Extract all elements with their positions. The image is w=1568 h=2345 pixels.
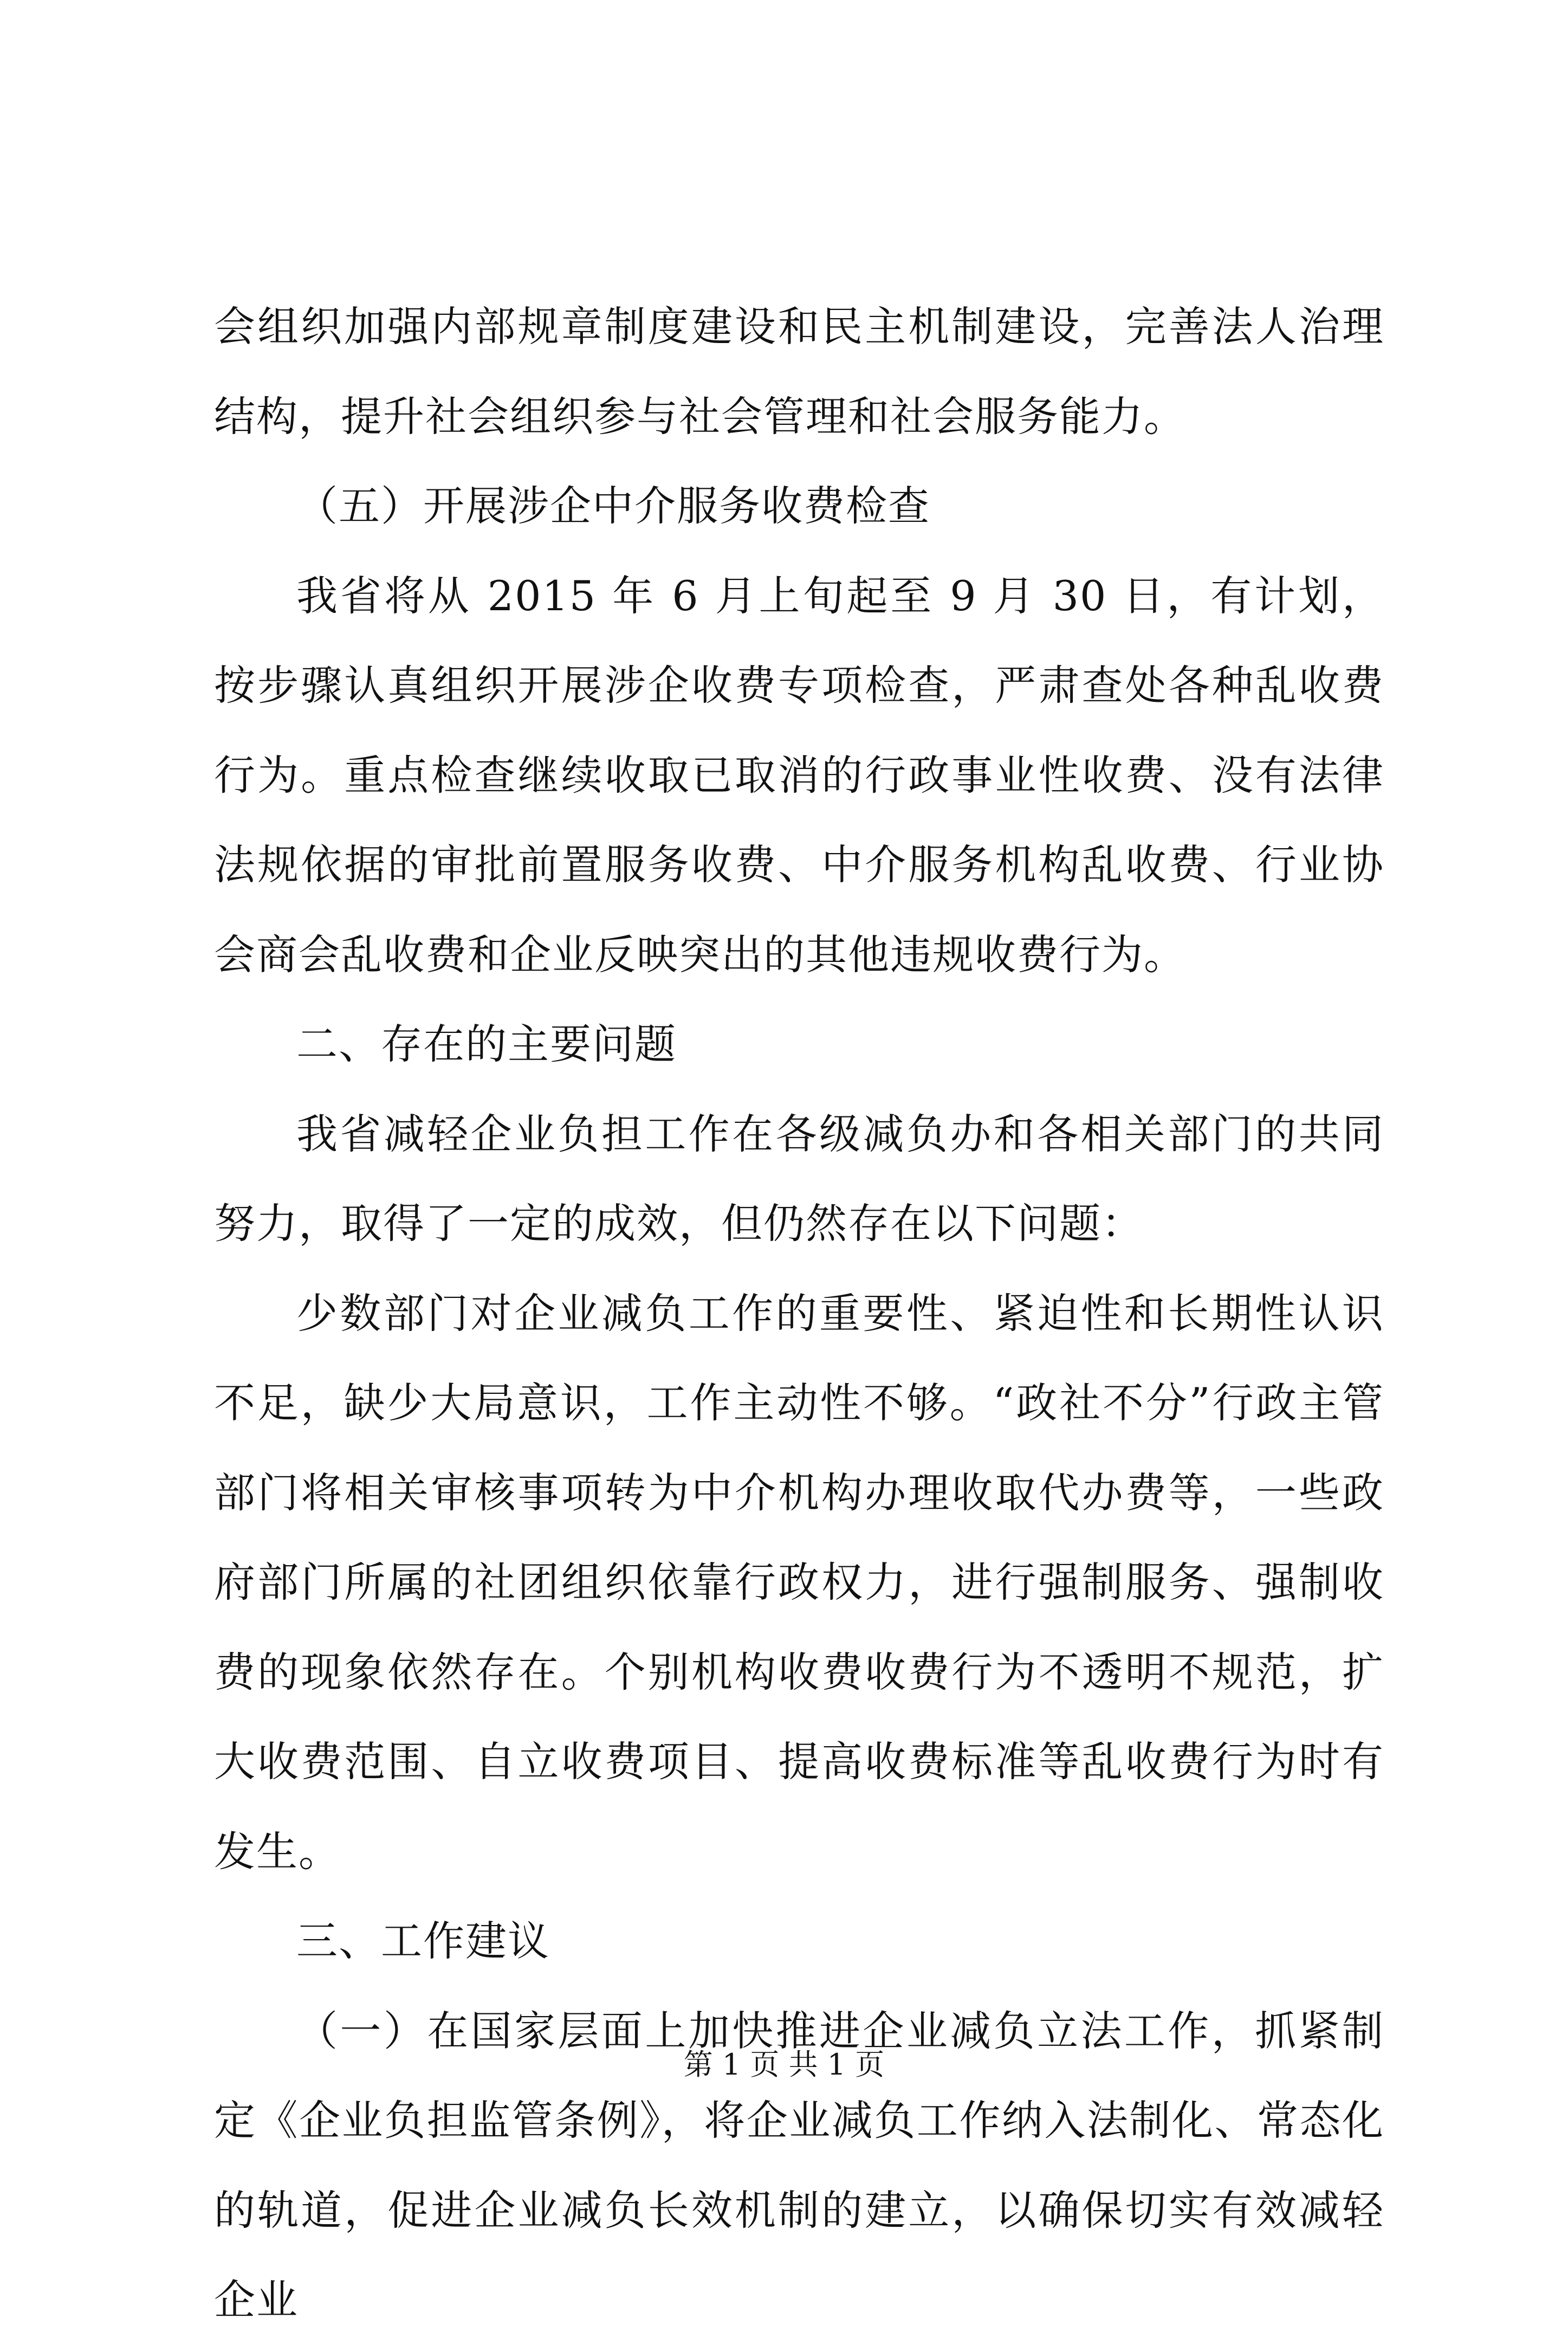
document-body	[214, 282, 1384, 2345]
paragraph-continuation: 会组织加强内部规章制度建设和民主机制建设，完善法人治理结构，提升社会组织参与社会管理和社会服务能力。	[214, 302, 1384, 441]
subheading-five: （五）开展涉企中介服务收费检查	[296, 482, 930, 530]
paragraph-problems-detail: 少数部门对企业减负工作的重要性、紧迫性和长期性认识不足，缺少大局意识，工作主动性不够。“政社不分”行政主管部门将相关审核事项转为中介机构办理收取代办费等，一些政府部门所属的社团组织依靠行政权力，进行强制服务、强制收费的现象依然存在。个别机构收费收费行为不透明不规范，扩大收费范围、自立收费项目、提高收费标准等乱收费行为时有发生。	[214, 1289, 1384, 1876]
section-heading-suggestions: 三、工作建议	[296, 1917, 550, 1965]
page-footer: 第 1 页 共 1 页	[683, 2047, 885, 2082]
section-heading-problems: 二、存在的主要问题	[296, 1020, 677, 1068]
paragraph-suggestion-one: （一）在国家层面上加快推进企业减负立法工作，抓紧制定《企业负担监管条例》，将企业减负工作纳入法制化、常态化的轨道，促进企业减负长效机制的建立，以确保切实有效减轻企业	[214, 2006, 1384, 2324]
paragraph-inspection: 我省将从 2015 年 6 月上旬起至 9 月 30 日，有计划，按步骤认真组织开展涉企收费专项检查，严肃查处各种乱收费行为。重点检查继续收取已取消的行政事业性收费、没有法律法规依据的审批前置服务收费、中介服务机构乱收费、行业协会商会乱收费和企业反映突出的其他违规收费行为。	[214, 571, 1384, 979]
paragraph-problems-intro: 我省减轻企业负担工作在各级减负办和各相关部门的共同努力，取得了一定的成效，但仍然存在以下问题：	[214, 1109, 1384, 1248]
